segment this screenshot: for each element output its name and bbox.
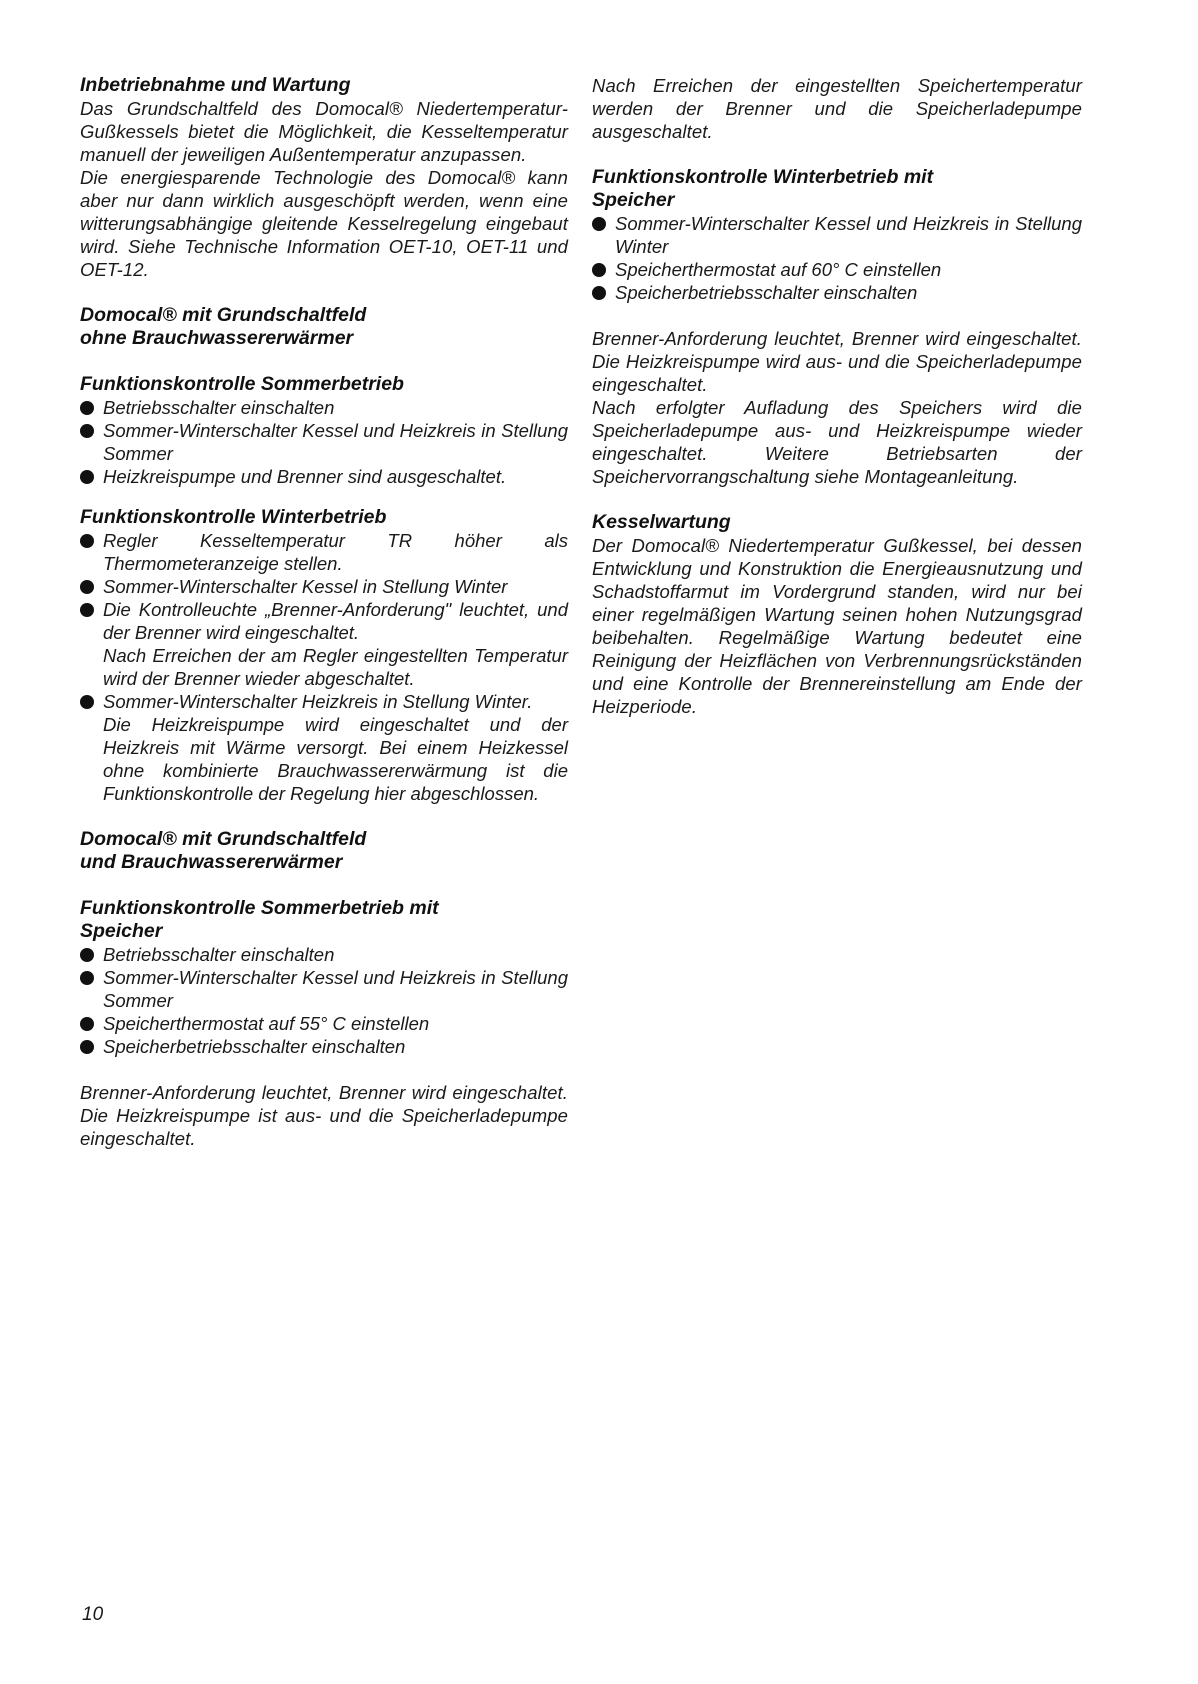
bullet-icon: [80, 695, 94, 709]
bullet-icon: [80, 971, 94, 985]
paragraph-sommer-speicher-result: Brenner-Anforderung leuchtet, Brenner wird eingeschaltet. Die Heizkreispumpe ist aus- und die Speicherladepumpe eingeschaltet.: [80, 1082, 568, 1149]
bullet-icon: [80, 948, 94, 962]
section-und-brauchwasser: [80, 828, 568, 874]
list-item: Heizkreispumpe und Brenner sind ausgeschaltet.: [80, 465, 568, 488]
bullet-icon: [592, 263, 606, 277]
heading-sommerbetrieb: Funktionskontrolle Sommerbetrieb: [80, 373, 404, 395]
section-sommerbetrieb: [80, 373, 568, 488]
page-number: 10: [82, 1604, 104, 1625]
paragraph-speicher-intro: Nach Erreichen der eingestellten Speichertemperatur werden der Brenner und die Speicherladepumpe ausgeschaltet.: [592, 75, 1082, 142]
bullet-icon: [80, 603, 94, 617]
bullet-icon: [80, 1017, 94, 1031]
heading-und-line1: Domocal® mit Grundschaltfeld: [80, 828, 367, 850]
list-item: Speicherthermostat auf 55° C einstellen: [80, 1012, 568, 1035]
list-item: Regler Kesseltemperatur TR höher als Thermometeranzeige stellen.: [80, 529, 568, 575]
list-item: Sommer-Winterschalter Kessel und Heizkreis in Stellung Winter: [592, 212, 1082, 258]
bullet-list-sommer: [80, 396, 568, 488]
list-item: Sommer-Winterschalter Kessel und Heizkreis in Stellung Sommer: [80, 419, 568, 465]
heading-winter-speicher-line1: Funktionskontrolle Winterbetrieb mit: [592, 166, 934, 188]
bullet-icon: [592, 217, 606, 231]
bullet-icon: [592, 286, 606, 300]
list-item: Speicherbetriebsschalter einschalten: [592, 281, 1082, 304]
heading-inbetriebnahme: Inbetriebnahme und Wartung: [80, 74, 351, 96]
list-item: Speicherthermostat auf 60° C einstellen: [592, 258, 1082, 281]
section-kesselwartung: [592, 511, 1082, 718]
list-item-continuation: Die Heizkreispumpe wird eingeschaltet und der Heizkreis mit Wärme versorgt. Bei einem Heizkessel ohne kombinierte Brauchwassererwärmung ist die Funktionskontrolle der Regelung hier abgeschlossen.: [103, 714, 568, 804]
section-inbetriebnahme: [80, 74, 568, 281]
heading-winter-speicher-line2: Speicher: [592, 189, 675, 211]
section-winterbetrieb: [80, 506, 568, 805]
heading-winterbetrieb: Funktionskontrolle Winterbetrieb: [80, 506, 387, 528]
bullet-icon: [80, 470, 94, 484]
list-item: Speicherbetriebsschalter einschalten: [80, 1035, 568, 1058]
heading-sommer-speicher-line2: Speicher: [80, 920, 163, 942]
heading-ohne-line2: ohne Brauchwassererwärmer: [80, 327, 354, 349]
bullet-icon: [80, 534, 94, 548]
section-sommer-speicher: [80, 897, 568, 1150]
list-item: Sommer-Winterschalter Kessel und Heizkreis in Stellung Sommer: [80, 966, 568, 1012]
paragraph-winter-speicher-result: Brenner-Anforderung leuchtet, Brenner wird eingeschaltet. Die Heizkreispumpe wird aus- und die Speicherladepumpe eingeschaltet.: [592, 328, 1082, 395]
heading-kesselwartung: Kesselwartung: [592, 511, 731, 533]
list-item-continuation: Nach Erreichen der am Regler eingestellten Temperatur wird der Brenner wieder abgeschaltet.: [103, 645, 568, 689]
list-item: Die Kontrolleuchte „Brenner-Anforderung" leuchtet, und der Brenner wird eingeschaltet. Nach Erreichen der am Regler eingestellten Temperatur wird der Brenner wieder abgeschaltet.: [80, 598, 568, 690]
section-winter-speicher: [592, 166, 1082, 488]
paragraph-kesselwartung: Der Domocal® Niedertemperatur Gußkessel, bei dessen Entwicklung und Konstruktion die Energieausnutzung und Schadstoffarmut im Vordergrund standen, wird nur bei einer regelmäßigen Wartung seinen hohen Nutzungsgrad beibehalten. Regelmäßige Wartung bedeutet eine Reinigung der Heizflächen von Verbrennungsrückständen und eine Kontrolle der Brennereinstellung am Ende der Heizperiode.: [592, 535, 1082, 717]
bullet-list-sommer-speicher: [80, 943, 568, 1058]
list-item: Sommer-Winterschalter Heizkreis in Stellung Winter. Die Heizkreispumpe wird eingeschaltet und der Heizkreis mit Wärme versorgt. Bei einem Heizkessel ohne kombinierte Brauchwassererwärmung ist die Funktionskontrolle der Regelung hier abgeschlossen.: [80, 690, 568, 805]
bullet-icon: [80, 580, 94, 594]
bullet-list-winter: [80, 529, 568, 805]
bullet-list-winter-speicher: [592, 212, 1082, 304]
paragraph-winter-speicher-after: Nach erfolgter Aufladung des Speichers wird die Speicherladepumpe aus- und Heizkreispumpe wieder eingeschaltet. Weitere Betriebsarten der Speichervorrangschaltung siehe Montageanleitung.: [592, 397, 1082, 487]
section-ohne-brauchwasser: [80, 304, 568, 350]
bullet-icon: [80, 401, 94, 415]
list-item: Betriebsschalter einschalten: [80, 396, 568, 419]
right-column: [592, 74, 1082, 718]
paragraph-intro: Das Grundschaltfeld des Domocal® Niedertemperatur-Gußkessels bietet die Möglichkeit, die Kesseltemperatur manuell der jeweiligen Außentemperatur anzupassen.: [80, 98, 568, 165]
heading-und-line2: und Brauchwassererwärmer: [80, 851, 343, 873]
bullet-icon: [80, 424, 94, 438]
left-column: [80, 74, 568, 1150]
list-item: Sommer-Winterschalter Kessel in Stellung Winter: [80, 575, 568, 598]
list-item: Betriebsschalter einschalten: [80, 943, 568, 966]
paragraph-technology: Die energiesparende Technologie des Domocal® kann aber nur dann wirklich ausgeschöpft werden, wenn eine witterungsabhängige gleitende Kesselregelung eingebaut wird. Siehe Technische Information OET-10, OET-11 und OET-12.: [80, 167, 568, 280]
heading-sommer-speicher-line1: Funktionskontrolle Sommerbetrieb mit: [80, 897, 439, 919]
heading-ohne-line1: Domocal® mit Grundschaltfeld: [80, 304, 367, 326]
bullet-icon: [80, 1040, 94, 1054]
